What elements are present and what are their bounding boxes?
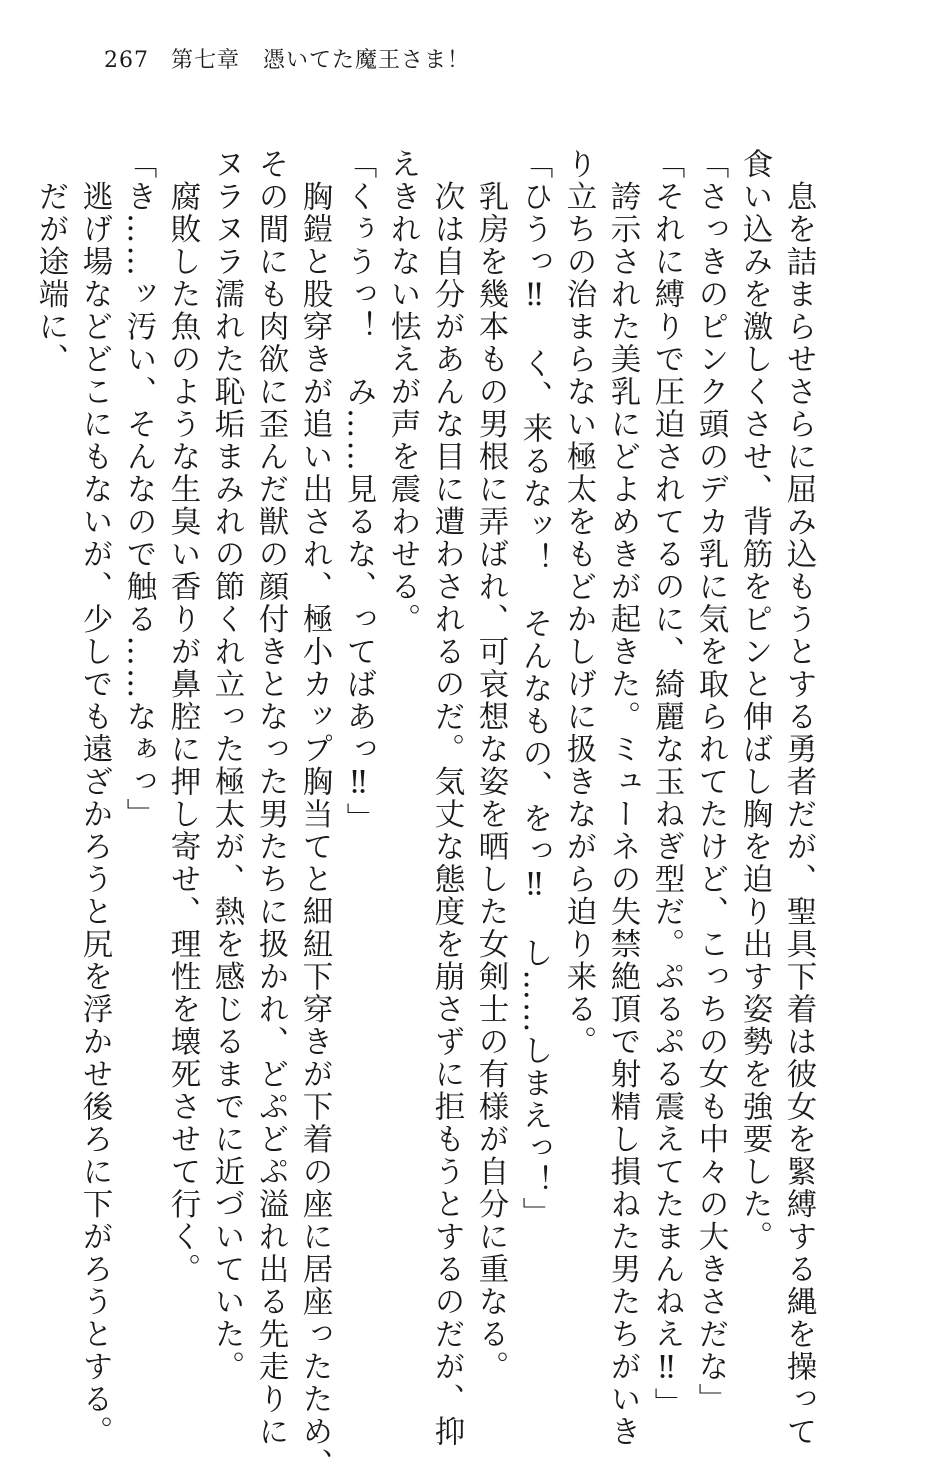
text-line: 「き……ッ汚い、そんなので触る……なぁっ」	[121, 148, 156, 831]
body-text	[28, 148, 820, 1481]
text-line: 食い込みを激しくさせ、背筋をピンと伸ばし胸を迫り出す姿勢を強要した。	[737, 148, 772, 1253]
running-head	[104, 46, 470, 76]
text-line: 逃げ場などどこにもないが、少しでも遠ざかろうと尻を浮かせ後ろに下がろうとする。	[77, 148, 112, 1448]
text-line: その間にも肉欲に歪んだ獣の顔付きとなった男たちに扱かれ、どぷどぷ溢れ出る先走りに	[253, 148, 288, 1448]
text-line: 胸鎧と股穿きが追い出され、極小カップ胸当てと細紐下穿きが下着の座に居座ったため、	[297, 148, 332, 1481]
text-line: 誇示された美乳にどよめきが起きた。ミューネの失禁絶頂で射精し損ねた男たちがいき	[605, 148, 640, 1448]
text-line: 息を詰まらせさらに屈み込もうとする勇者だが、聖具下着は彼女を緊縛する縄を操って	[781, 148, 816, 1448]
text-line: 「さっきのピンク頭のデカ乳に気を取られてたけど、こっちの女も中々の大きさだな」	[693, 148, 728, 1416]
text-line: 次は自分があんな目に遭わされるのだ。気丈な態度を崩さずに拒もうとするのだが、抑	[429, 148, 464, 1448]
chapter-title: 第七章 憑いてた魔王さま！	[171, 48, 471, 73]
text-line: り立ちの治まらない極太をもどかしげに扱きながら迫り来る。	[561, 148, 596, 1058]
text-line: 腐敗した魚のような生臭い香りが鼻腔に押し寄せ、理性を壊死させて行く。	[165, 148, 200, 1286]
text-line: えきれない怯えが声を震わせる。	[385, 148, 420, 636]
text-line: 乳房を幾本もの男根に弄ばれ、可哀想な姿を晒した女剣士の有様が自分に重なる。	[473, 148, 508, 1383]
text-line: 「くぅうっ！ み……見るな、ってばあっ‼」	[341, 148, 376, 835]
text-line: 「ひうっ‼ く、来るなッ！ そんなもの、をっ‼ し……しまえっ！」	[517, 148, 552, 1230]
text-line: 「それに縛りで圧迫されてるのに、綺麗な玉ねぎ型だ。ぷるぷる震えてたまんねえ‼」	[649, 148, 684, 1420]
text-line: ヌラヌラ濡れた恥垢まみれの節くれ立った極太が、熱を感じるまでに近づいていた。	[209, 148, 244, 1383]
page-number: 267	[104, 48, 149, 73]
text-line: だが途端に、	[33, 148, 68, 376]
